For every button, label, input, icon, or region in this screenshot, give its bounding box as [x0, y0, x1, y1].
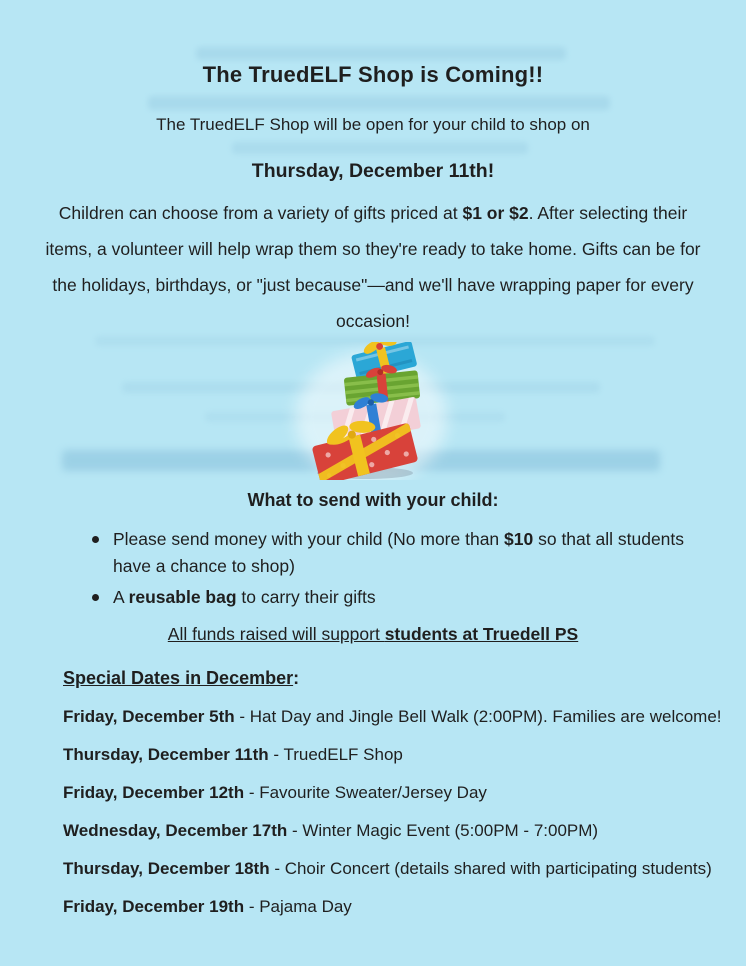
bleedthrough-line [148, 96, 610, 110]
intro-text: Children can choose from a variety of gifts priced at [58, 203, 463, 223]
event-desc: Pajama Day [259, 897, 352, 917]
intro-paragraph [37, 196, 709, 340]
special-dates-list [63, 698, 746, 926]
event-separator: - [244, 897, 260, 917]
intro-text: . After selecting their items, a volunteer will help wrap them so they're ready to take home. Gifts can be for the holidays, birthdays, or "just because"—and we'll have wrapping paper for every occasion! [45, 203, 701, 331]
gift-stack-image [281, 342, 465, 480]
event-row [63, 736, 746, 774]
send-bullet-list [92, 526, 720, 611]
bullet-icon [92, 536, 99, 543]
event-date: Friday, December 19th [63, 897, 245, 917]
event-desc: Hat Day and Jingle Bell Walk (2:00PM). Families are welcome! [249, 706, 722, 726]
event-desc: Winter Magic Event (5:00PM - 7:00PM) [302, 821, 599, 841]
event-desc: Favourite Sweater/Jersey Day [259, 783, 487, 803]
special-dates-heading: Special Dates in December: [63, 667, 300, 688]
bullet-item [92, 584, 720, 611]
event-desc: Choir Concert (details shared with participating students) [284, 859, 712, 879]
bleedthrough-line [232, 142, 528, 154]
event-desc: TruedELF Shop [283, 744, 403, 764]
event-separator: - [287, 821, 303, 841]
bullet-text: A reusable bag to carry their gifts [113, 586, 376, 607]
bleedthrough-line [196, 47, 566, 60]
send-section-heading: What to send with your child: [247, 489, 499, 510]
flyer-title: The TruedELF Shop is Coming!! [202, 62, 544, 87]
event-date: Friday, December 12th [63, 783, 245, 803]
event-row [63, 812, 746, 850]
event-date: Wednesday, December 17th [63, 821, 288, 841]
bullet-icon [92, 594, 99, 601]
price-bold: $1 or $2 [462, 203, 529, 223]
event-row [63, 698, 746, 736]
event-row [63, 774, 746, 812]
event-separator: - [269, 859, 285, 879]
funds-line: All funds raised will support students at Truedell PS [167, 623, 579, 644]
event-row [63, 888, 746, 926]
event-separator: - [244, 783, 260, 803]
event-date: Thursday, December 11th [63, 744, 269, 764]
event-date: Friday, December 5th [63, 706, 235, 726]
event-separator: - [234, 706, 250, 726]
bullet-item [92, 526, 720, 580]
event-date: Thursday, December 18th [63, 859, 270, 879]
bullet-text: Please send money with your child (No more than $10 so that all students have a chance to shop) [113, 528, 685, 576]
event-separator: - [268, 744, 284, 764]
shop-date-heading: Thursday, December 11th! [251, 160, 495, 182]
flyer-subtitle: The TruedELF Shop will be open for your child to shop on [156, 115, 590, 134]
event-row [63, 850, 746, 888]
gift-image-container [273, 342, 473, 480]
